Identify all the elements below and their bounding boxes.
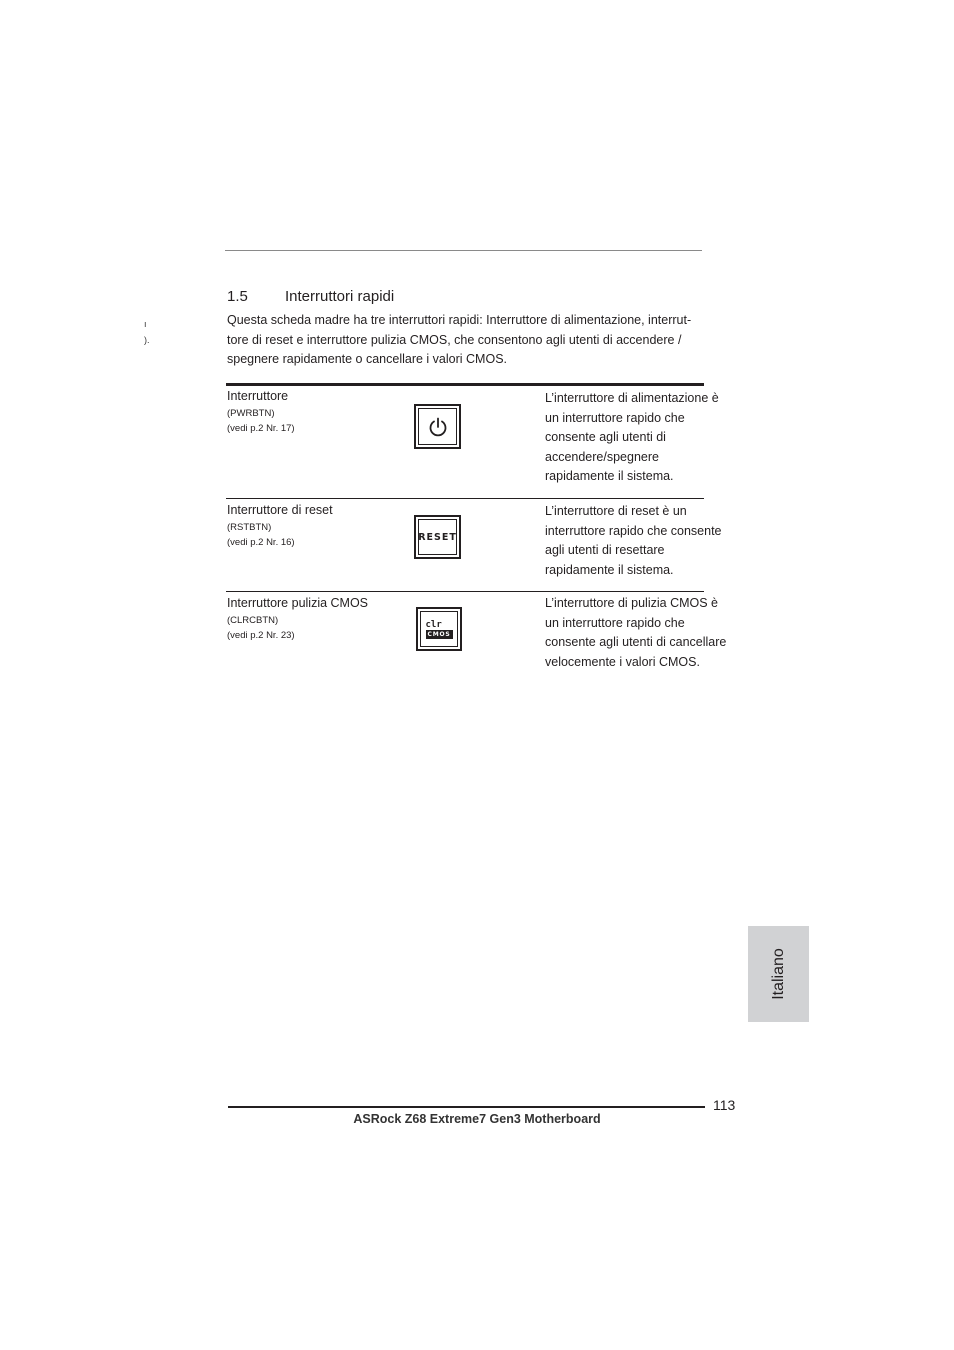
power-icon: [414, 404, 461, 449]
header-rule: [225, 250, 702, 251]
page-number: 113: [713, 1097, 736, 1113]
switch-code-power: [227, 407, 295, 436]
description-line: interruttore rapido che consente: [545, 523, 722, 538]
switch-ref: (vedi p.2 Nr. 16): [227, 536, 295, 548]
switch-description-power: [545, 389, 740, 487]
description-line: rapidamente il sistema.: [545, 469, 674, 483]
switch-label-clear-cmos: Interruttore pulizia CMOS: [227, 596, 369, 610]
description-line: un interruttore rapido che: [545, 615, 685, 630]
description-line: L’interruttore di alimentazione è: [545, 391, 719, 405]
footer-title: ASRock Z68 Extreme7 Gen3 Motherboard: [353, 1112, 601, 1126]
clr-icon-text: clr: [425, 619, 442, 630]
row-divider: [226, 498, 704, 499]
switch-description-clear-cmos: [545, 594, 740, 672]
switch-description-reset: [545, 502, 740, 580]
intro-line: spegnere rapidamente o cancellare i valori CMOS.: [227, 352, 507, 366]
switch-code: (PWRBTN): [227, 408, 275, 419]
intro-line: tore di reset e interruttore pulizia CMOS, che consentono agli utenti di accendere /: [227, 332, 682, 347]
description-line: rapidamente il sistema.: [545, 562, 674, 577]
margin-mark: ).: [144, 335, 150, 345]
switch-ref: (vedi p.2 Nr. 17): [227, 422, 295, 434]
power-symbol-icon: [427, 416, 449, 438]
switch-code: (CLRCBTN): [227, 615, 279, 626]
description-line: un interruttore rapido che: [545, 410, 685, 425]
intro-line: Questa scheda madre ha tre interruttori rapidi: Interruttore di alimentazione, interrut-: [227, 313, 692, 327]
language-tab-label: Italiano: [769, 948, 787, 1000]
description-line: velocemente i valori CMOS.: [545, 654, 700, 669]
table-top-rule: [226, 383, 704, 386]
clear-cmos-icon: [416, 607, 462, 651]
description-line: consente agli utenti di: [545, 430, 666, 444]
description-line: consente agli utenti di cancellare: [545, 635, 727, 649]
footer-rule: [228, 1106, 705, 1108]
reset-icon-text: RESET: [418, 531, 457, 543]
section-number: 1.5: [227, 288, 248, 305]
row-divider: [226, 591, 704, 592]
intro-paragraph: [227, 311, 712, 370]
cmos-icon-text: CMOS: [427, 630, 451, 638]
description-line: agli utenti di resettare: [545, 543, 665, 557]
switch-ref: (vedi p.2 Nr. 23): [227, 629, 295, 641]
description-line: L’interruttore di reset è un: [545, 504, 687, 518]
switch-code-reset: [227, 521, 295, 550]
description-line: accendere/spegnere: [545, 449, 659, 464]
section-title: Interruttori rapidi: [285, 288, 395, 305]
description-line: L’interruttore di pulizia CMOS è: [545, 596, 718, 610]
language-tab: [748, 926, 809, 1022]
switch-code-clear-cmos: [227, 614, 295, 643]
switch-label-power: Interruttore: [227, 389, 289, 403]
switch-code: (RSTBTN): [227, 522, 272, 533]
switch-label-reset: Interruttore di reset: [227, 503, 333, 517]
reset-icon: [414, 515, 461, 559]
margin-mark: ı: [144, 319, 147, 329]
